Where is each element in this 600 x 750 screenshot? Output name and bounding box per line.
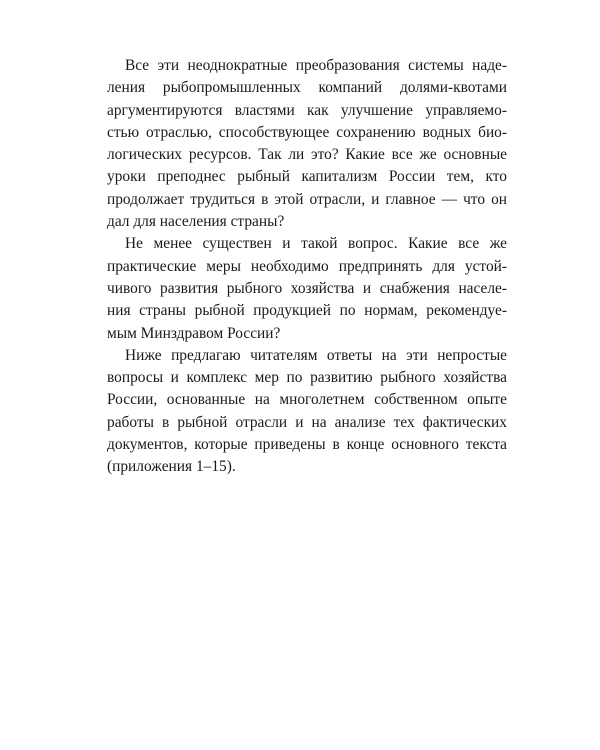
body-text (107, 55, 507, 479)
paragraph-2 (107, 233, 507, 344)
text-line: Все эти неоднократные преобразования системы наде- (125, 57, 507, 74)
text-line: уроки преподнес рыбный капитализм России тем, кто (107, 168, 507, 186)
text-line: Не менее существен и такой вопрос. Какие все же (125, 235, 507, 253)
text-line: документов, которые приведены в конце основного текста (107, 436, 507, 454)
text-line: дал для населения страны? (107, 213, 285, 231)
paragraph-1 (107, 55, 507, 233)
text-line: продолжает трудиться в этой отрасли, и главное — что он (107, 190, 507, 208)
text-line: (приложения 1–15). (107, 458, 236, 476)
text-line: стью отраслью, способствующее сохранению водных био- (107, 123, 507, 141)
text-line: чивого развития рыбного хозяйства и снабжения населе- (107, 279, 507, 297)
text-line: логических ресурсов. Так ли это? Какие все же основные (107, 146, 507, 164)
text-line: ния страны рыбной продукцией по нормам, рекомендуе- (107, 302, 507, 320)
text-line: мым Минздравом России? (107, 324, 281, 342)
text-line: работы в рыбной отрасли и на анализе тех фактических (107, 413, 507, 431)
text-line: аргументируются властями как улучшение управляемо- (107, 101, 507, 119)
text-line: вопросы и комплекс мер по развитию рыбного хозяйства (107, 369, 507, 387)
text-line: практические меры необходимо предпринять для устой- (107, 257, 507, 275)
text-line: ления рыбопромышленных компаний долями-квотами (107, 79, 507, 97)
text-line: Ниже предлагаю читателям ответы на эти непростые (125, 346, 507, 364)
paragraph-3 (107, 345, 507, 479)
text-line: России, основанные на многолетнем собственном опыте (107, 391, 507, 409)
